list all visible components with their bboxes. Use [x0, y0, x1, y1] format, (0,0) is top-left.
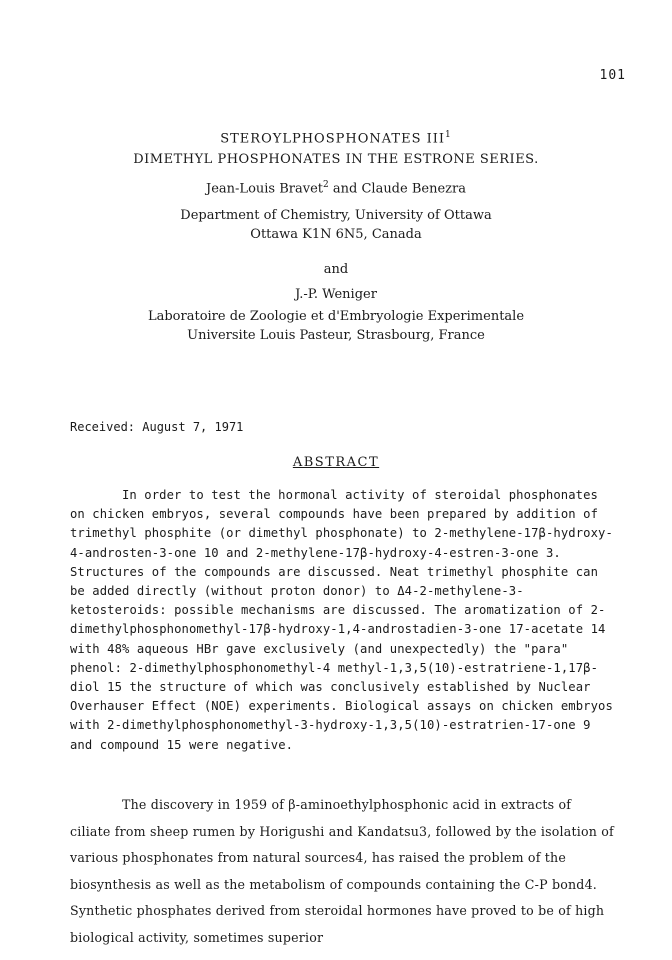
author-bravet: Jean-Louis Bravet [206, 181, 324, 197]
affiliation-1-line-2: Ottawa K1N 6N5, Canada [250, 227, 422, 242]
intro-text: The discovery in 1959 of β-aminoethylphosphonic acid in extracts of ciliate from sheep rumen by Horigushi and Kandatsu3, followed by the isolation of various phosphonates from natural sources4, has raised the problem of the biosynthesis as well as the metabolism of compounds containing the C-P bond4. Synthetic phosphates derived from steroidal hormones have proved to be of high biological activity, sometimes superior [70, 797, 614, 945]
title-footnote: 1 [445, 130, 452, 140]
abstract-text: In order to test the hormonal activity of steroidal phosphonates on chicken embryos, several compounds have been prepared by addition of trimethyl phosphite (or dimethyl phosphonate) to 2-methylene-17β-hydroxy-4-androsten-3-one 10 and 2-methylene-17β-hydroxy-4-estren-3-one 3. Structures of the compounds are discussed. Neat trimethyl phosphite can be added directly (without proton donor) to Δ4-2-methylene-3-ketosteroids: possible mechanisms are discussed. The aromatization of 2-dimethylphosphonomethyl-17β-hydroxy-1,4-androstadien-3-one 17-acetate 14 with 48% aqueous HBr gave exclusively (and unexpectedly) the "para" phenol: 2-dimethylphosphonomethyl-4 methyl-1,3,5(10)-estratriene-1,17β-diol 15 the structure of which was conclusively established by Nuclear Overhauser Effect (NOE) experiments. Biological assays on chicken embryos with 2-dimethylphosphonomethyl-3-hydroxy-1,3,5(10)-estratrien-17-one 9 and compound 15 were negative. [70, 488, 613, 752]
affiliation-2-line-1: Laboratoire de Zoologie et d'Embryologie Experimentale [147, 309, 525, 324]
affiliation-1-line-1: Department of Chemistry, University of Ottawa [180, 208, 492, 223]
and-separator: and [323, 262, 349, 277]
paper-subtitle: DIMETHYL PHOSPHONATES IN THE ESTRONE SERIES. [133, 152, 539, 167]
affiliation-2-line-2: Universite Louis Pasteur, Strasbourg, France [187, 328, 485, 343]
introduction-paragraph [70, 792, 615, 951]
author-footnote: 2 [323, 180, 329, 190]
title-text: STEROYLPHOSPHONATES III [220, 131, 446, 147]
author-benezra: and Claude Benezra [328, 181, 466, 197]
author-weniger: J.-P. Weniger [295, 287, 377, 302]
abstract-paragraph [70, 486, 615, 755]
author-line [0, 180, 672, 196]
page-number: 101 [599, 68, 626, 83]
paper-title [0, 130, 672, 146]
received-date: Received: August 7, 1971 [70, 420, 244, 434]
abstract-heading: ABSTRACT [292, 455, 380, 470]
